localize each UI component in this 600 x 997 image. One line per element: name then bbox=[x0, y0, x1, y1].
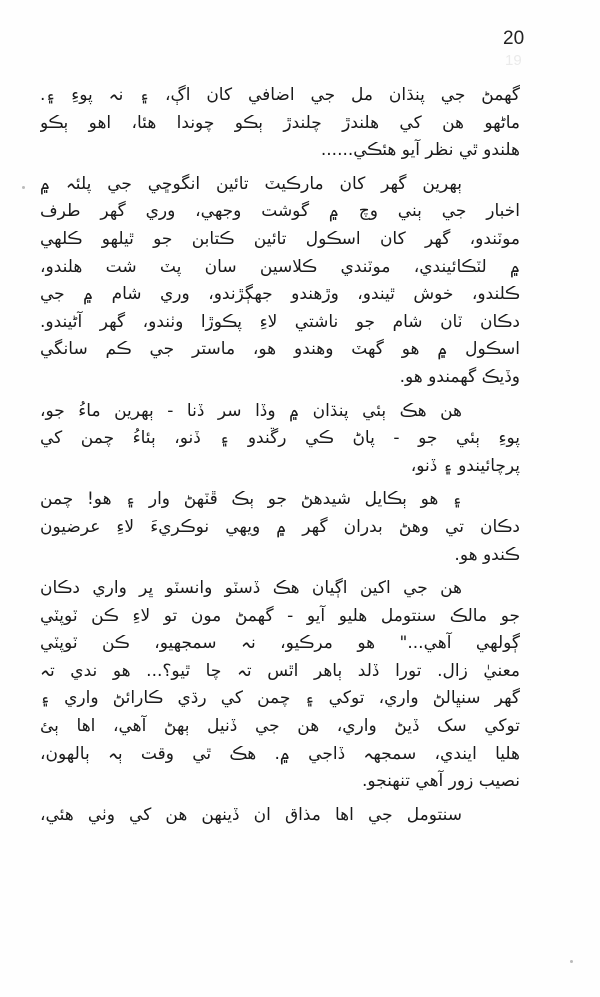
text-line: گھمڻ جي پنڌان مل جي اضافي کان اڳ، ۽ نہ پوءِ ۽. bbox=[40, 85, 520, 105]
text-line: وڏيڪ گھمندو ھو. bbox=[399, 366, 520, 387]
text-line: اسڪول ۾ ھو گھٽ وھندو ھو، ماستر جي ڪم سانگي bbox=[40, 339, 520, 360]
text-line: دڪان ٽان شام جو ناشتي لاءِ پڪوڙا وٺندو، گھر آڻيندو. bbox=[40, 311, 520, 332]
text-line: ڳولھي آھي..." ھو مرڪيو، نہ سمجھيو، ڪن ٽوپٽي bbox=[40, 633, 520, 654]
text-line: ۽ ھو ٻڪايل شيدھڻ جو ٻڪ ڦٽھڻ وار ۽ ھو! چمن bbox=[40, 489, 462, 510]
scan-speck bbox=[570, 960, 573, 963]
text-line: معنيٰ زال. تورا ڏلد ٻاھر اٿس تہ چا ٿيو؟... ھو ندي تہ bbox=[40, 660, 520, 681]
text-line: ھن ھڪ ٻئي پنڌان ۾ وڏا سر ڏنا - ٻھرين ماءُ جو، bbox=[40, 400, 462, 421]
paragraph-5 bbox=[40, 575, 520, 796]
text-line: دڪان تي وھڻ بدران گھر ۾ ويھي نوڪريءَ لاءِ عرضيون bbox=[40, 516, 520, 537]
body-text bbox=[40, 82, 520, 835]
text-line: ھلندو ٿي نظر آيو ھئڪي...... bbox=[320, 140, 520, 161]
text-line: توکي سک ڏيڻ واري، ھن جي ڏنيل ٻھڻ آھي، اھا ٻئ bbox=[40, 716, 520, 737]
text-line: ٻھرين گھر کان مارڪيٽ تائين انگوڇي جي پلئہ ۾ bbox=[40, 173, 462, 194]
paragraph-2 bbox=[40, 171, 520, 392]
text-line: پرچائيندو ۽ ڏنو، bbox=[410, 455, 520, 476]
paragraph-3 bbox=[40, 398, 520, 481]
text-line: ماڻھو ھن کي ھلندڙ چلندڙ ٻڪو چوندا ھئا، اھو ٻڪو bbox=[40, 112, 520, 133]
text-line: گھر سنڀالڻ واري، توکي ۽ چمن کي رڌي ڪارائڻ واري ۽ bbox=[40, 688, 520, 709]
paragraph-4 bbox=[40, 486, 520, 569]
text-line: ۾ لٽڪائيندي، موٽندي ڪلاسين سان پٽ شت ھلندو، bbox=[40, 256, 520, 277]
paragraph-6 bbox=[40, 802, 520, 830]
text-line: نصيب زور آھي تنھنجو. bbox=[362, 771, 520, 792]
text-line: جو مالڪ سنتومل ھليو آيو - گھمڻ مون تو لاءِ ڪن ٽوپٽي bbox=[40, 605, 520, 626]
text-line: ڪلندو، خوش ٿيندو، وڙھندو جھڳڙندو، وري شام ۾ جي bbox=[40, 284, 520, 305]
text-line: پوءِ ٻئي جو - پاڻ ڪي رڱندو ۽ ڏنو، ٻئاءُ چمن کي bbox=[40, 428, 520, 449]
text-line: ھن جي اکين اڳيان ھڪ ڏسٽو وانسٽو ڀر واري دڪان bbox=[40, 578, 462, 599]
show-through-page-number: 19 bbox=[505, 52, 522, 69]
text-line: ڪندو ھو. bbox=[454, 544, 520, 565]
scan-speck bbox=[22, 186, 25, 189]
text-line: موٽندو، گھر کان اسڪول تائين ڪتابن جو ٿيلھو ڪلھي bbox=[40, 228, 520, 249]
text-line: سنتومل جي اھا مذاق ان ڏينھن ھن کي وٺي ھئي، bbox=[40, 804, 462, 825]
text-line: ھليا ايندي، سمجھہ ڏاجي ۾. ھڪ ٿي وقت ٻہ ٻالھون، bbox=[40, 743, 520, 764]
paragraph-1 bbox=[40, 82, 520, 165]
text-line: اخبار جي ٻني وچ ۾ گوشت وجھي، وري گھر طرف bbox=[40, 201, 520, 222]
page-number: 20 bbox=[503, 28, 525, 49]
